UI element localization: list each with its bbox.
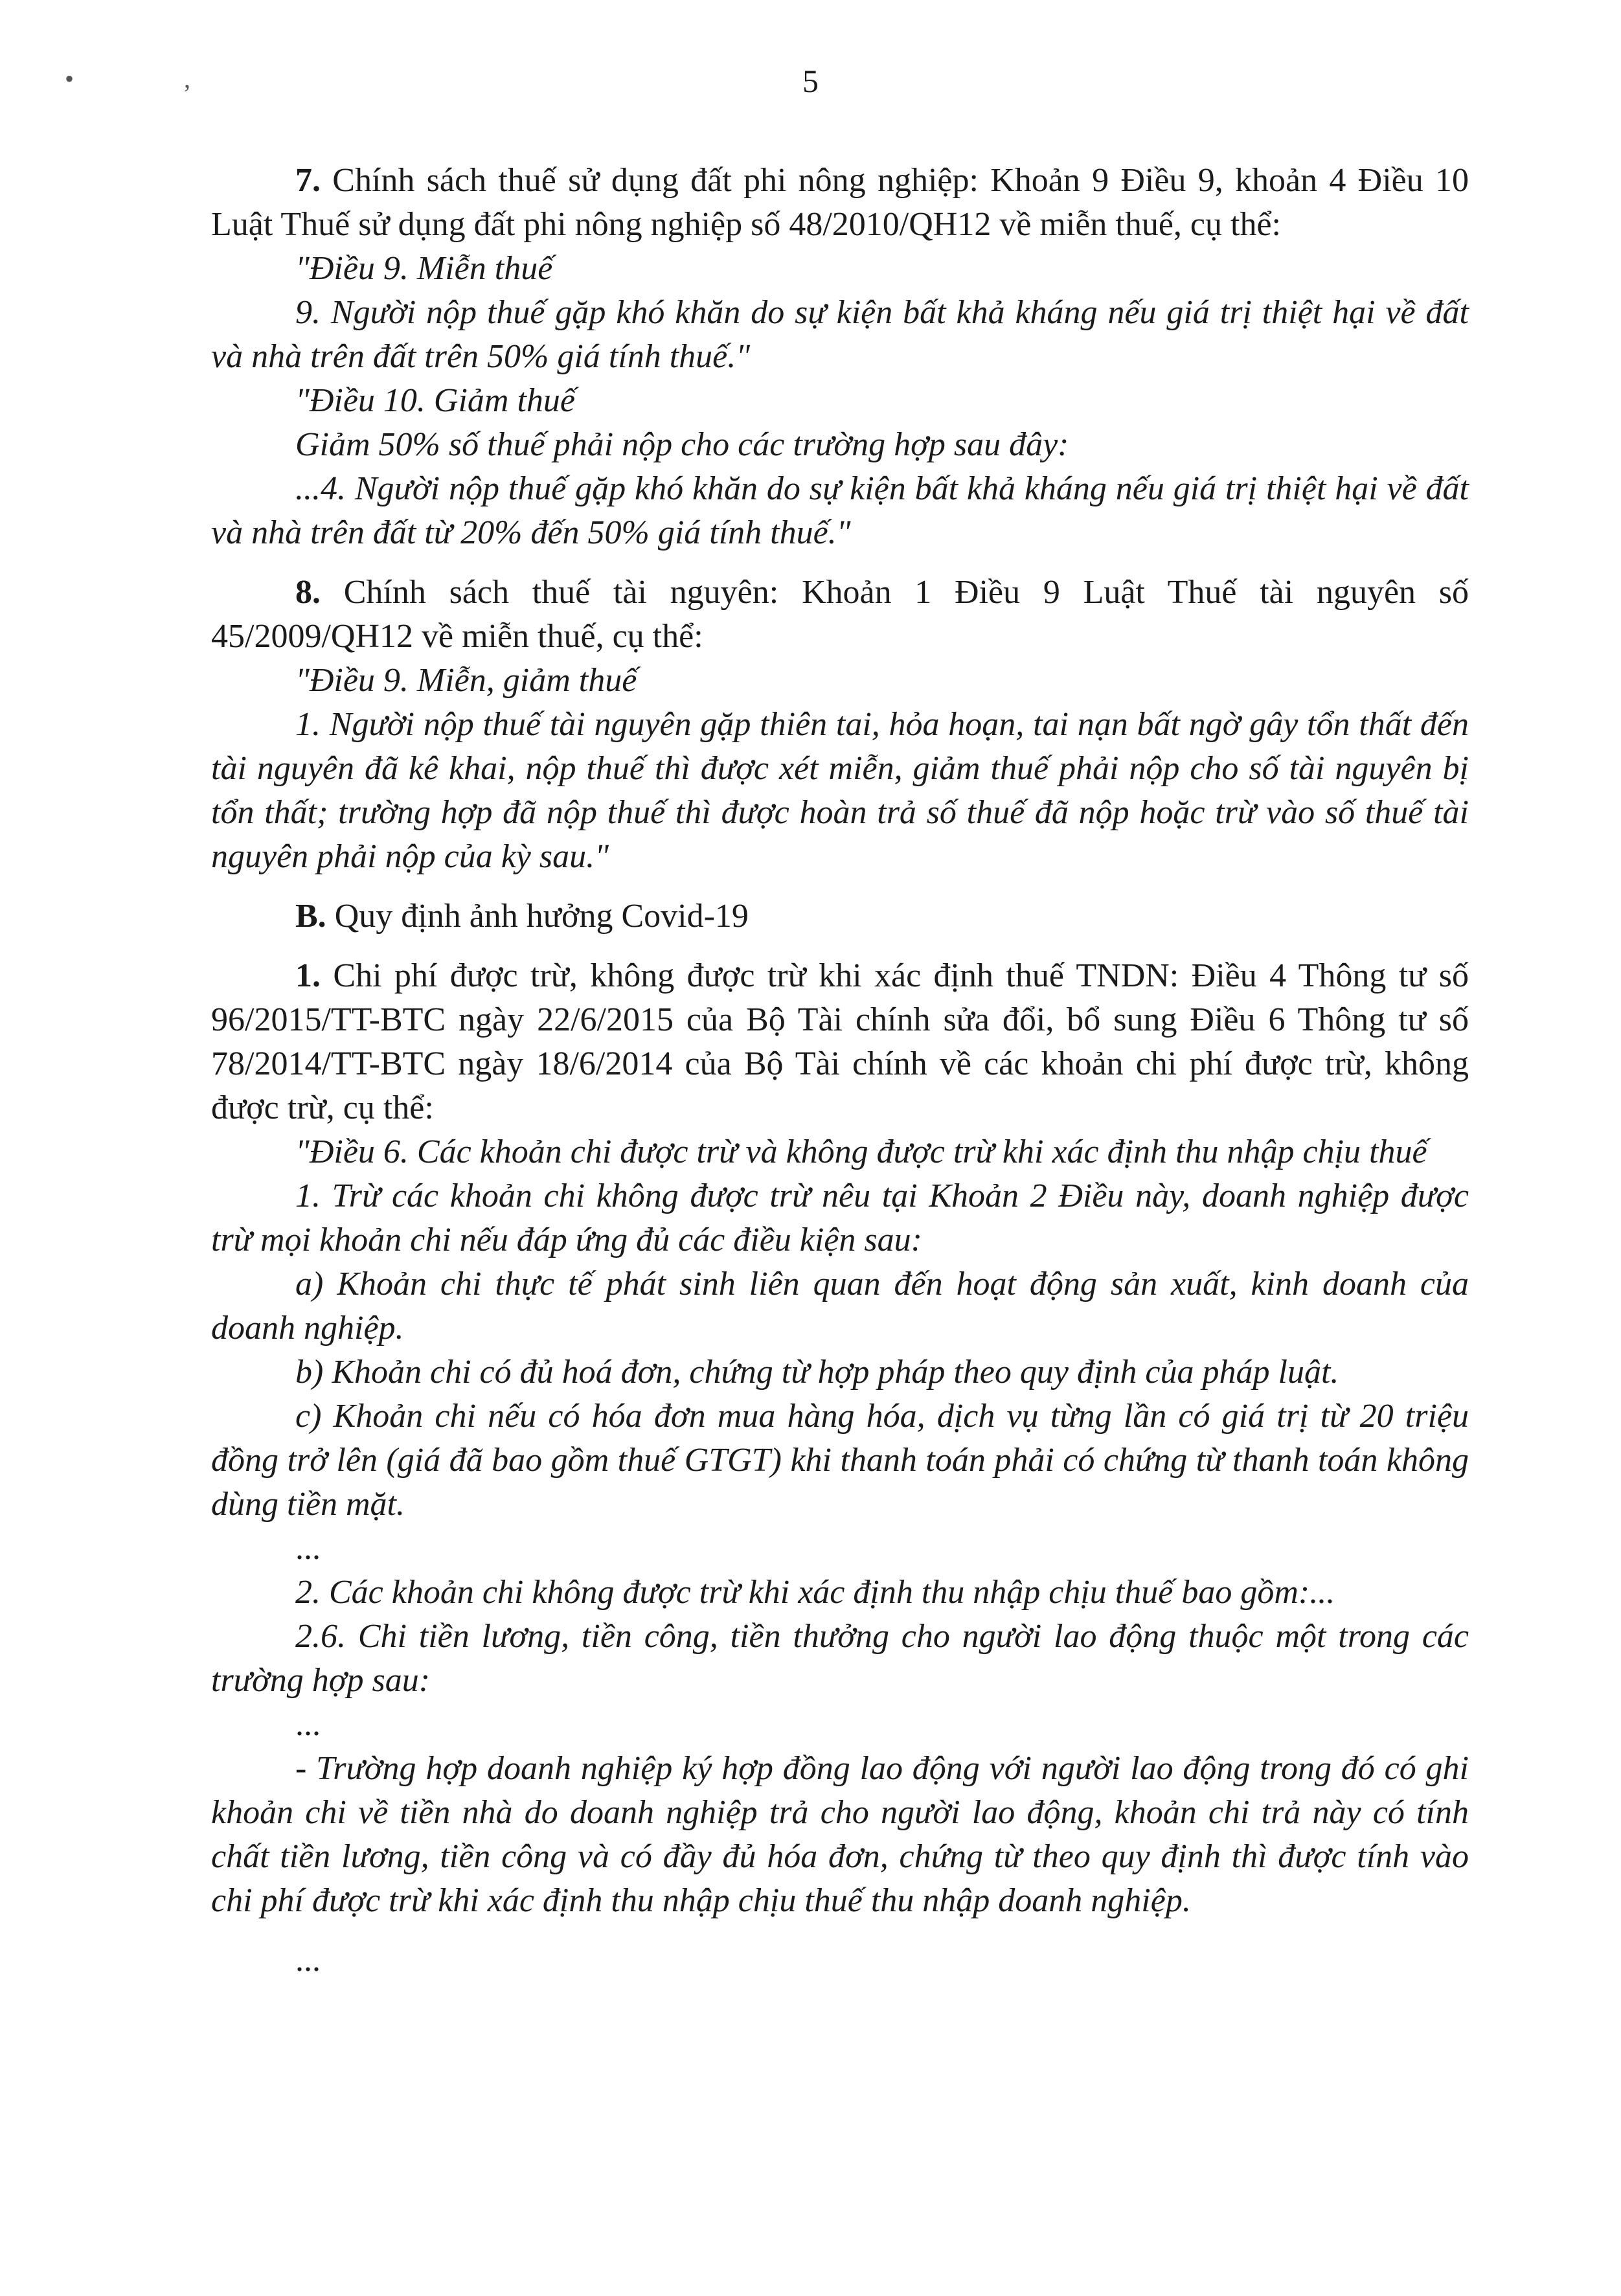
quote-article-9-clause-9: 9. Người nộp thuế gặp khó khăn do sự kiện bất khả kháng nếu giá trị thiệt hại về đất và nhà trên đất trên 50% giá tính thuế." — [211, 294, 1469, 375]
ellipsis: ... — [295, 1942, 321, 1979]
section-b-heading: B. Quy định ảnh hưởng Covid-19 — [295, 898, 749, 935]
page-body — [211, 159, 1469, 1983]
quote-condition-b: b) Khoản chi có đủ hoá đơn, chứng từ hợp pháp theo quy định của pháp luật. — [295, 1354, 1339, 1391]
quote-article-9-title: "Điều 9. Miễn thuế — [295, 250, 553, 287]
quote-article-10-title: "Điều 10. Giảm thuế — [295, 382, 575, 419]
section-b1-heading: 1. Chi phí được trừ, không được trừ khi xác định thuế TNDN: Điều 4 Thông tư số 96/2015/TT-BTC ngày 22/6/2015 của Bộ Tài chính sửa đổi, bổ sung Điều 6 Thông tư số 78/2014/TT-BTC ngày 18/6/2014 của Bộ Tài chính về các khoản chi phí được trừ, không được trừ, cụ thể: — [211, 957, 1469, 1126]
quote-resource-article-9-title: "Điều 9. Miễn, giảm thuế — [295, 662, 637, 699]
quote-article-6-clause-1: 1. Trừ các khoản chi không được trừ nêu tại Khoản 2 Điều này, doanh nghiệp được trừ mọi khoản chi nếu đáp ứng đủ các điều kiện sau: — [211, 1177, 1469, 1258]
quote-article-6-clause-2: 2. Các khoản chi không được trừ khi xác định thu nhập chịu thuế bao gồm:... — [295, 1574, 1335, 1611]
ellipsis: ... — [295, 1530, 321, 1567]
quote-article-10-clause-4: ...4. Người nộp thuế gặp khó khăn do sự kiện bất khả kháng nếu giá trị thiệt hại về đất và nhà trên đất từ 20% đến 50% giá tính thuế." — [211, 470, 1469, 551]
section-8-heading: 8. Chính sách thuế tài nguyên: Khoản 1 Điều 9 Luật Thuế tài nguyên số 45/2009/QH12 về miễn thuế, cụ thể: — [211, 574, 1469, 655]
ellipsis: ... — [295, 1706, 321, 1743]
quote-housing-expense-case: - Trường hợp doanh nghiệp ký hợp đồng lao động với người lao động trong đó có ghi khoản chi về tiền nhà do doanh nghiệp trả cho người lao động, khoản chi trả này có tính chất tiền lương, tiền công và có đầy đủ hóa đơn, chứng từ theo quy định thì được tính vào chi phí được trừ khi xác định thu nhập chịu thuế thu nhập doanh nghiệp. — [211, 1750, 1469, 1919]
page-number: 5 — [802, 63, 819, 99]
quote-article-10-intro: Giảm 50% số thuế phải nộp cho các trường hợp sau đây: — [295, 426, 1069, 463]
scan-specks: • , — [65, 64, 243, 93]
quote-resource-article-9-clause-1: 1. Người nộp thuế tài nguyên gặp thiên tai, hỏa hoạn, tai nạn bất ngờ gây tổn thất đến tài nguyên đã kê khai, nộp thuế thì được xét miễn, giảm thuế phải nộp cho số tài nguyên bị tổn thất; trường hợp đã nộp thuế thì được hoàn trả số thuế đã nộp hoặc trừ vào số thuế tài nguyên phải nộp của kỳ sau." — [211, 706, 1469, 875]
quote-article-6-clause-2-6: 2.6. Chi tiền lương, tiền công, tiền thưởng cho người lao động thuộc một trong các trường hợp sau: — [211, 1618, 1469, 1699]
quote-article-6-title: "Điều 6. Các khoản chi được trừ và không được trừ khi xác định thu nhập chịu thuế — [295, 1133, 1427, 1170]
quote-condition-c: c) Khoản chi nếu có hóa đơn mua hàng hóa, dịch vụ từng lần có giá trị từ 20 triệu đồng trở lên (giá đã bao gồm thuế GTGT) khi thanh toán phải có chứng từ thanh toán không dùng tiền mặt. — [211, 1398, 1469, 1523]
section-7-heading: 7. Chính sách thuế sử dụng đất phi nông nghiệp: Khoản 9 Điều 9, khoản 4 Điều 10 Luật Thuế sử dụng đất phi nông nghiệp số 48/2010/QH12 về miễn thuế, cụ thể: — [211, 162, 1469, 243]
quote-condition-a: a) Khoản chi thực tế phát sinh liên quan đến hoạt động sản xuất, kinh doanh của doanh nghiệp. — [211, 1266, 1469, 1347]
